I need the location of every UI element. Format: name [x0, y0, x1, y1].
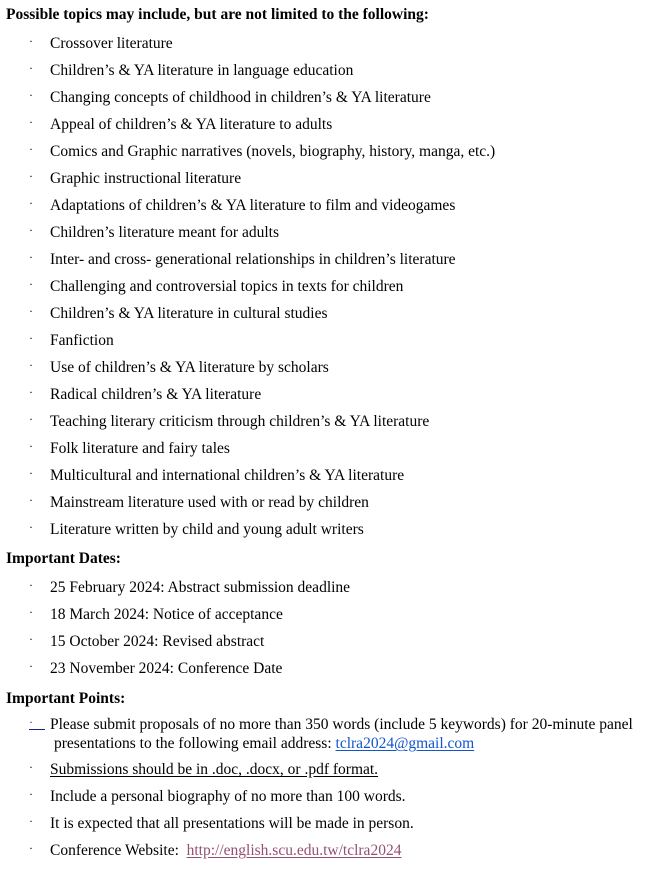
- topic-item-text: Radical children’s & YA literature: [50, 386, 262, 403]
- bullet: ·: [29, 250, 33, 264]
- topic-item-text: Multicultural and international children’s & YA literature: [50, 467, 405, 484]
- bullet: ·: [29, 605, 33, 619]
- topics-heading: Possible topics may include, but are not limited to the following:: [6, 6, 429, 23]
- point-biography: [0, 788, 663, 810]
- topic-item-text: Teaching literary criticism through children’s & YA literature: [50, 413, 430, 430]
- date-item: [0, 579, 663, 601]
- topic-item: [0, 224, 663, 246]
- website-label: Conference Website:: [50, 842, 183, 859]
- topic-item: [0, 494, 663, 516]
- topic-item-text: Literature written by child and young adult writers: [50, 521, 364, 538]
- topic-item-text: Children’s & YA literature in cultural studies: [50, 305, 328, 322]
- topic-item: [0, 332, 663, 354]
- bullet: ·: [29, 88, 33, 102]
- bullet: ·: [29, 493, 33, 507]
- topic-item: [0, 386, 663, 408]
- point-format: [0, 761, 663, 783]
- bullet: ·: [29, 659, 33, 673]
- bullet: ·: [29, 169, 33, 183]
- bullet: ·: [29, 760, 33, 774]
- bullet: ·: [29, 142, 33, 156]
- topic-item-text: Children’s literature meant for adults: [50, 224, 279, 241]
- topic-item: [0, 197, 663, 219]
- topic-item-text: Changing concepts of childhood in children’s & YA literature: [50, 89, 431, 106]
- point-biography-text: Include a personal biography of no more than 100 words.: [50, 788, 406, 805]
- bullet: ·: [29, 787, 33, 801]
- date-item: [0, 633, 663, 655]
- topic-item-text: Folk literature and fairy tales: [50, 440, 230, 457]
- point-proposals-line2: [54, 735, 474, 753]
- bullet: ·: [29, 277, 33, 291]
- bullet: ·: [29, 196, 33, 210]
- point-proposals-line2-text: presentations to the following email address:: [54, 735, 336, 752]
- topic-item: [0, 116, 663, 138]
- bullet: ·: [29, 578, 33, 592]
- bullet: ·: [29, 439, 33, 453]
- bullet: ·: [29, 841, 33, 855]
- bullet: ·: [29, 715, 45, 729]
- topic-item-text: Comics and Graphic narratives (novels, biography, history, manga, etc.): [50, 143, 496, 160]
- bullet: ·: [29, 61, 33, 75]
- date-item-text: 15 October 2024: Revised abstract: [50, 633, 265, 650]
- topic-item-text: Inter- and cross- generational relationships in children’s literature: [50, 251, 456, 268]
- topic-item: [0, 359, 663, 381]
- bullet: ·: [29, 223, 33, 237]
- dates-heading: Important Dates:: [6, 550, 121, 567]
- date-item-text: 25 February 2024: Abstract submission deadline: [50, 579, 351, 596]
- topic-item: [0, 89, 663, 111]
- bullet: ·: [29, 632, 33, 646]
- topic-item: [0, 440, 663, 462]
- topic-item-text: Challenging and controversial topics in texts for children: [50, 278, 404, 295]
- bullet: ·: [29, 304, 33, 318]
- bullet: ·: [29, 34, 33, 48]
- bullet: ·: [29, 814, 33, 828]
- website-link[interactable]: http://english.scu.edu.tw/tclra2024: [186, 842, 402, 859]
- topic-item: [0, 413, 663, 435]
- topic-item-text: Mainstream literature used with or read by children: [50, 494, 369, 511]
- email-link[interactable]: tclra2024@gmail.com: [335, 735, 475, 752]
- topic-item: [0, 521, 663, 543]
- topic-item-text: Fanfiction: [50, 332, 114, 349]
- topic-item-text: Use of children’s & YA literature by scholars: [50, 359, 329, 376]
- bullet: ·: [29, 331, 33, 345]
- point-website-text: [50, 842, 401, 860]
- date-item-text: 18 March 2024: Notice of acceptance: [50, 606, 283, 623]
- topic-item-text: Adaptations of children’s & YA literature to film and videogames: [50, 197, 456, 214]
- topic-item: [0, 143, 663, 165]
- point-in-person: [0, 815, 663, 837]
- topic-item: [0, 251, 663, 273]
- point-proposals-line1: Please submit proposals of no more than 350 words (include 5 keywords) for 20-minute panel: [50, 716, 633, 733]
- bullet: ·: [29, 385, 33, 399]
- point-proposals: [0, 716, 663, 758]
- bullet: ·: [29, 115, 33, 129]
- topic-item: [0, 62, 663, 84]
- date-item-text: 23 November 2024: Conference Date: [50, 660, 283, 677]
- topic-item-text: Graphic instructional literature: [50, 170, 242, 187]
- date-item: [0, 606, 663, 628]
- topic-item: [0, 305, 663, 327]
- topic-item-text: Children’s & YA literature in language education: [50, 62, 354, 79]
- point-in-person-text: It is expected that all presentations will be made in person.: [50, 815, 414, 832]
- topic-item: [0, 170, 663, 192]
- bullet: ·: [29, 412, 33, 426]
- point-format-text: Submissions should be in .doc, .docx, or .pdf format.: [50, 761, 379, 778]
- topic-item: [0, 467, 663, 489]
- topic-item: [0, 278, 663, 300]
- bullet: ·: [29, 358, 33, 372]
- points-heading: Important Points:: [6, 690, 126, 707]
- topic-item: [0, 35, 663, 57]
- bullet: ·: [29, 520, 33, 534]
- topic-item-text: Crossover literature: [50, 35, 173, 52]
- point-website: [0, 842, 663, 864]
- bullet: ·: [29, 466, 33, 480]
- topic-item-text: Appeal of children’s & YA literature to adults: [50, 116, 333, 133]
- date-item: [0, 660, 663, 682]
